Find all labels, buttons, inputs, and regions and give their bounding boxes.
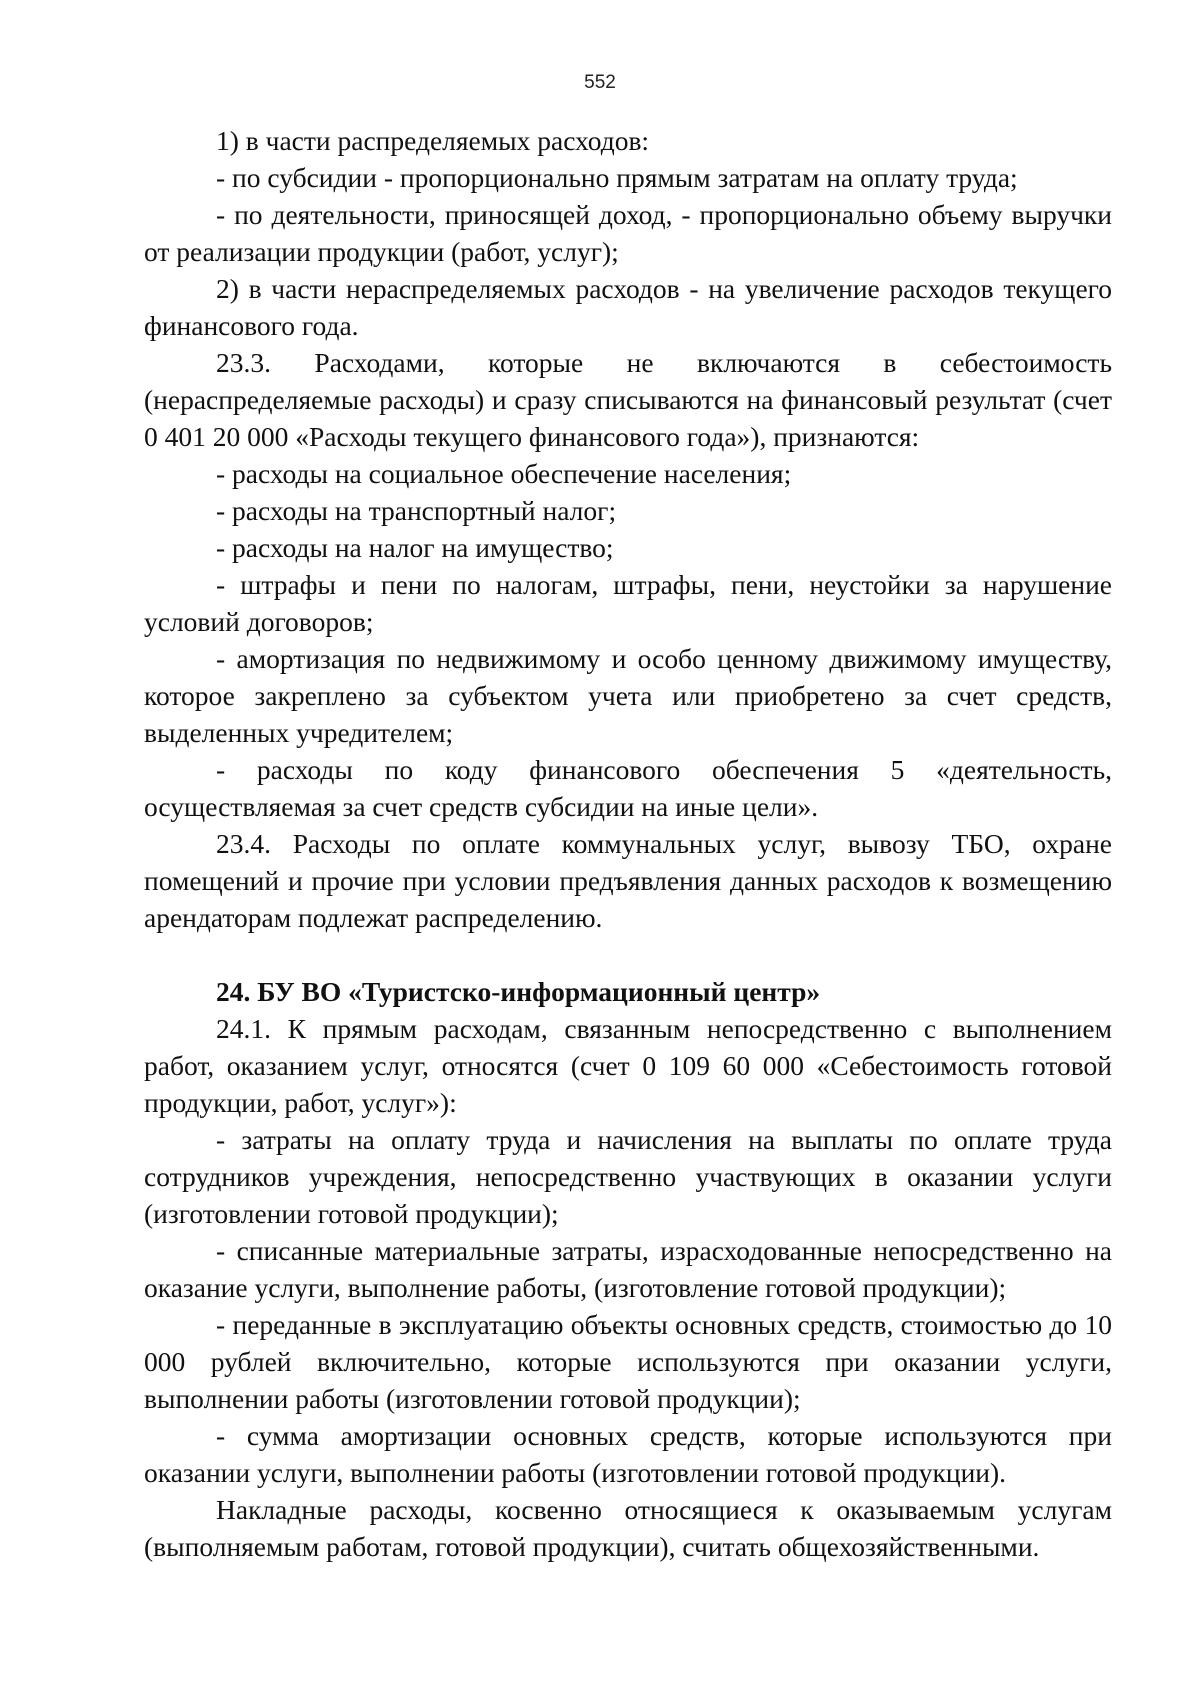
paragraph: - сумма амортизации основных средств, которые используются при оказании услуги, выполнении работы (изготовлении готовой продукции). (144, 1420, 1112, 1488)
paragraph: - переданные в эксплуатацию объекты основных средств, стоимостью до 10 000 рублей включительно, которые используются при оказании услуги, выполнении работы (изготовлении готовой продукции); (144, 1309, 1112, 1414)
paragraph: - расходы на транспортный налог; (216, 495, 617, 526)
paragraph: - расходы на налог на имущество; (216, 532, 614, 563)
paragraph: 2) в части нераспределяемых расходов - на увеличение расходов текущего финансового года. (144, 273, 1112, 341)
paragraph: 23.4. Расходы по оплате коммунальных услуг, вывозу ТБО, охране помещений и прочие при условии предъявления данных расходов к возмещению арендаторам подлежат распределению. (144, 828, 1112, 933)
paragraph: - по деятельности, приносящей доход, - пропорционально объему выручки от реализации продукции (работ, услуг); (144, 199, 1112, 267)
paragraph: 24.1. К прямым расходам, связанным непосредственно с выполнением работ, оказанием услуг, относятся (счет 0 109 60 000 «Себестоимость готовой продукции, работ, услуг»): (144, 1013, 1112, 1118)
page-number: 552 (584, 72, 616, 93)
paragraph: - по субсидии - пропорционально прямым затратам на оплату труда; (216, 162, 1018, 193)
paragraph: 23.3. Расходами, которые не включаются в себестоимость (нераспределяемые расходы) и сразу списываются на финансовый результат (счет 0 401 20 000 «Расходы текущего финансового года»), признаются: (144, 347, 1112, 452)
paragraph: - затраты на оплату труда и начисления на выплаты по оплате труда сотрудников учреждения, непосредственно участвующих в оказании услуги (изготовлении готовой продукции); (144, 1124, 1112, 1229)
paragraph: - амортизация по недвижимому и особо ценному движимому имуществу, которое закреплено за субъектом учета или приобретено за счет средств, выделенных учредителем; (144, 643, 1112, 748)
paragraph: - расходы по коду финансового обеспечения 5 «деятельность, осуществляемая за счет средств субсидии на иные цели». (144, 754, 1112, 822)
page-body (144, 122, 1112, 1565)
paragraph: Накладные расходы, косвенно относящиеся к оказываемым услугам (выполняемым работам, готовой продукции), считать общехозяйственными. (144, 1494, 1112, 1562)
section-heading: 24. БУ ВО «Туристско-информационный центр» (216, 976, 821, 1007)
paragraph: - штрафы и пени по налогам, штрафы, пени, неустойки за нарушение условий договоров; (144, 569, 1112, 637)
paragraph: - расходы на социальное обеспечение населения; (216, 458, 792, 489)
paragraph: - списанные материальные затраты, израсходованные непосредственно на оказание услуги, выполнение работы, (изготовление готовой продукции); (144, 1235, 1112, 1303)
paragraph: 1) в части распределяемых расходов: (216, 125, 650, 156)
